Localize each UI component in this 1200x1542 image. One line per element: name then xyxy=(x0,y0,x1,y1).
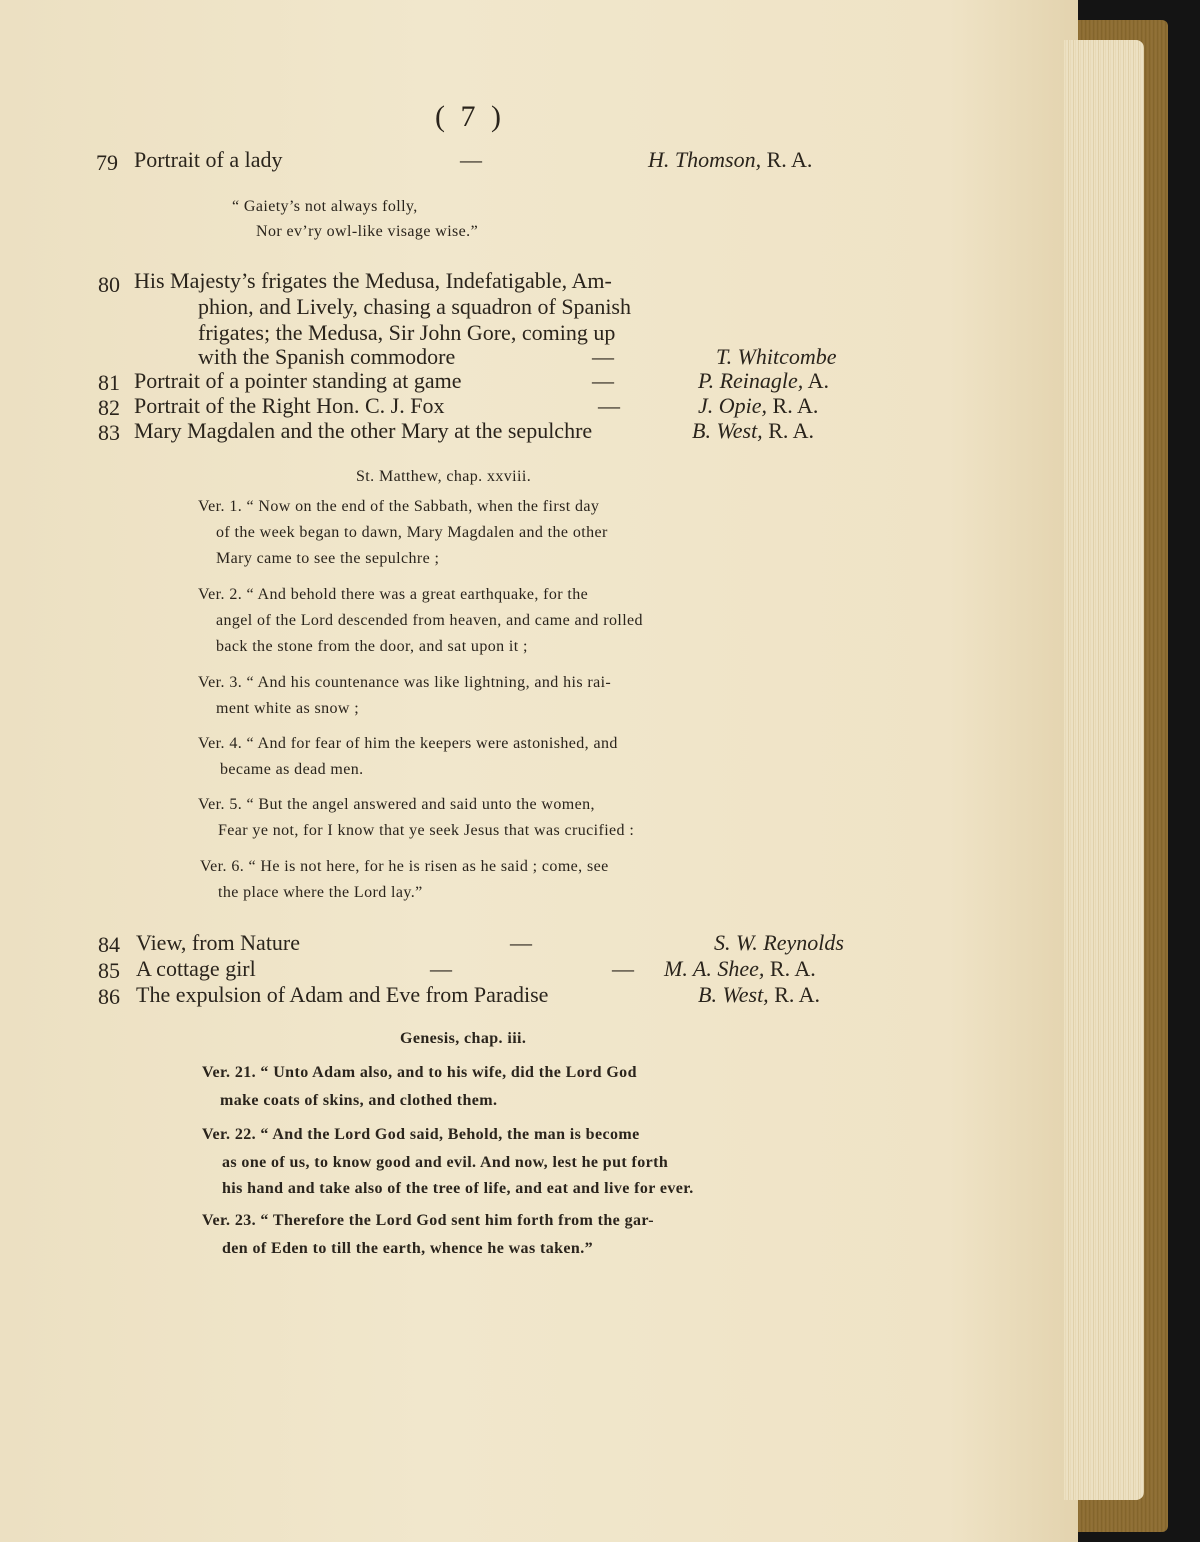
artist-rank: R. A. xyxy=(768,418,815,443)
verse-line: became as dead men. xyxy=(220,761,364,778)
verse-line: Ver. 3. “ And his countenance was like lightning, and his rai- xyxy=(198,674,612,691)
entry-title-line: His Majesty’s frigates the Medusa, Indefatigable, Am- xyxy=(134,268,612,293)
artist-name: B. West, xyxy=(692,418,763,443)
artist-name: P. Reinagle, xyxy=(698,368,804,393)
verse-line: make coats of skins, and clothed them. xyxy=(220,1092,498,1109)
verse-line: Ver. 6. “ He is not here, for he is risen as he said ; come, see xyxy=(200,858,609,875)
dash: — xyxy=(612,956,634,981)
entry-title: Portrait of a lady xyxy=(134,147,283,172)
entry-number: 85 xyxy=(98,958,120,983)
artist-rank: R. A. xyxy=(769,956,816,981)
artist xyxy=(692,418,814,444)
dash: — xyxy=(460,147,482,172)
artist xyxy=(714,930,844,956)
page-edges xyxy=(1064,40,1144,1500)
verse-line: the place where the Lord lay.” xyxy=(218,884,423,901)
entry-number: 82 xyxy=(98,395,120,420)
entry-title: Portrait of a pointer standing at game xyxy=(134,368,462,393)
dash: — xyxy=(510,930,532,955)
verse-line: Ver. 21. “ Unto Adam also, and to his wife, did the Lord God xyxy=(202,1064,637,1081)
verse-line: den of Eden to till the earth, whence he was taken.” xyxy=(222,1240,594,1257)
entry-number: 79 xyxy=(96,150,118,175)
verse-line: Ver. 22. “ And the Lord God said, Behold, the man is become xyxy=(202,1126,640,1143)
artist-rank: A. xyxy=(807,368,829,393)
quote-line: “ Gaiety’s not always folly, xyxy=(232,198,418,215)
entry-title: View, from Nature xyxy=(136,930,301,955)
artist xyxy=(648,147,812,173)
entry-title: Portrait of the Right Hon. C. J. Fox xyxy=(134,393,445,418)
artist-name: T. Whitcombe xyxy=(716,344,837,369)
entry-number: 81 xyxy=(98,370,120,395)
dash: — xyxy=(592,344,614,369)
artist xyxy=(664,956,816,982)
verse-line: ment white as snow ; xyxy=(216,700,360,717)
entry-title-line: with the Spanish commodore xyxy=(198,344,456,369)
entry-title: Mary Magdalen and the other Mary at the sepulchre xyxy=(134,418,593,443)
section-heading: St. Matthew, chap. xxviii. xyxy=(356,468,532,485)
entry-title: A cottage girl xyxy=(136,956,256,981)
verse-line: Ver. 5. “ But the angel answered and said unto the women, xyxy=(198,796,595,813)
artist xyxy=(698,393,818,419)
artist xyxy=(698,368,829,394)
entry-number: 84 xyxy=(98,932,120,957)
verse-line: of the week began to dawn, Mary Magdalen and the other xyxy=(216,524,608,541)
page-number: ( 7 ) xyxy=(435,100,505,133)
entry-title: The expulsion of Adam and Eve from Paradise xyxy=(136,982,549,1007)
artist-name: M. A. Shee, xyxy=(664,956,765,981)
artist-name: B. West, xyxy=(698,982,769,1007)
verse-line: Ver. 1. “ Now on the end of the Sabbath, when the first day xyxy=(198,498,600,515)
dash: — xyxy=(430,956,452,981)
artist-rank: R. A. xyxy=(766,147,813,172)
verse-line: Ver. 23. “ Therefore the Lord God sent him forth from the gar- xyxy=(202,1212,655,1229)
verse-line: Ver. 4. “ And for fear of him the keepers were astonished, and xyxy=(198,735,618,752)
verse-line: Mary came to see the sepulchre ; xyxy=(216,550,440,567)
artist-name: J. Opie, xyxy=(698,393,768,418)
section-heading: Genesis, chap. iii. xyxy=(400,1030,527,1047)
verse-line: as one of us, to know good and evil. And now, lest he put forth xyxy=(222,1154,669,1171)
artist-name: S. W. Reynolds xyxy=(714,930,844,955)
artist-rank: R. A. xyxy=(774,982,821,1007)
verse-line: angel of the Lord descended from heaven, and came and rolled xyxy=(216,612,643,629)
artist-rank: R. A. xyxy=(772,393,819,418)
entry-number: 83 xyxy=(98,420,120,445)
dash: — xyxy=(598,393,620,418)
entry-title-line: frigates; the Medusa, Sir John Gore, coming up xyxy=(198,320,616,345)
artist-name: H. Thomson, xyxy=(648,147,762,172)
artist xyxy=(716,344,837,370)
entry-number: 86 xyxy=(98,984,120,1009)
entry-title-line: phion, and Lively, chasing a squadron of Spanish xyxy=(198,294,631,319)
artist xyxy=(698,982,820,1008)
verse-line: Fear ye not, for I know that ye seek Jesus that was crucified : xyxy=(218,822,635,839)
verse-line: Ver. 2. “ And behold there was a great earthquake, for the xyxy=(198,586,589,603)
quote-line: Nor ev’ry owl-like visage wise.” xyxy=(256,223,479,240)
verse-line: back the stone from the door, and sat upon it ; xyxy=(216,638,528,655)
entry-number: 80 xyxy=(98,272,120,297)
verse-line: his hand and take also of the tree of life, and eat and live for ever. xyxy=(222,1180,694,1197)
dash: — xyxy=(592,368,614,393)
